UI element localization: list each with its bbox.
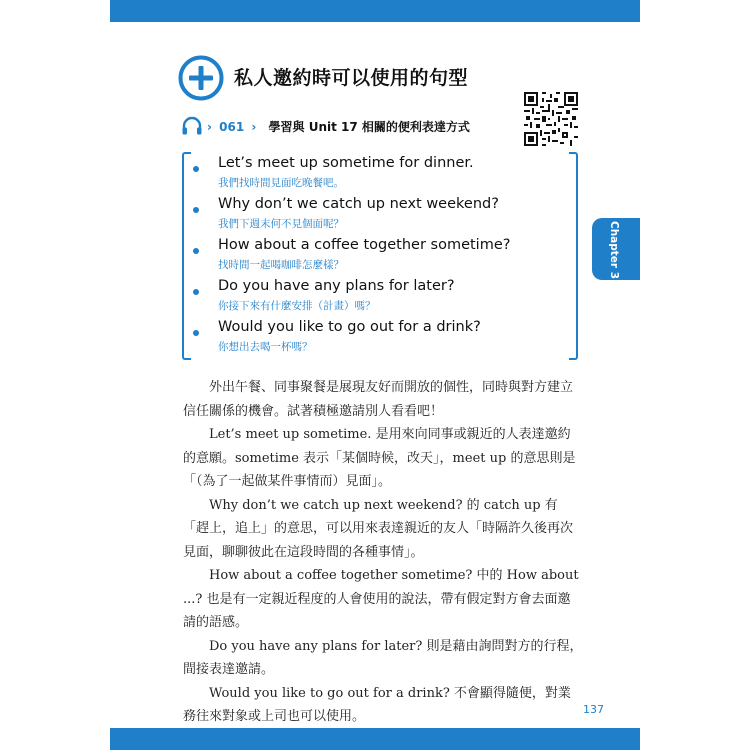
bullet-icon xyxy=(193,289,199,295)
phrase-chinese: 你接下來有什麼安排（計畫）嗎？ xyxy=(218,300,376,312)
phrase-item xyxy=(190,195,570,236)
explanation-text xyxy=(183,376,583,729)
track-number: 061 xyxy=(219,120,245,134)
bullet-icon xyxy=(193,207,199,213)
phrase-chinese: 找時間一起喝咖啡怎麼樣？ xyxy=(218,259,344,271)
chapter-tab-label: Chapter 3 xyxy=(608,221,620,280)
plus-circle-icon xyxy=(178,55,224,101)
top-color-bar xyxy=(110,0,640,22)
phrase-english: How about a coffee together sometime? xyxy=(218,237,511,253)
body-paragraph: 外出午餐、同事聚餐是展現友好而開放的個性，同時與對方建立信任關係的機會。試著積極邀請別人看看吧！ xyxy=(183,380,574,419)
phrase-english: Let’s meet up sometime for dinner. xyxy=(218,155,474,171)
phrase-item xyxy=(190,318,570,359)
track-subtitle: 學習與 Unit 17 相關的便利表達方式 xyxy=(268,120,470,134)
body-paragraph: Why don’t we catch up next weekend? 的 catch up 有「趕上，追上」的意思，可以用來表達親近的友人「時隔許久後再次見面，聊聊彼此在這段時間的各種事情」。 xyxy=(183,497,574,560)
section-title: 私人邀約時可以使用的句型 xyxy=(234,67,469,89)
bullet-icon xyxy=(193,330,199,336)
chevron-right-icon: › xyxy=(251,120,257,134)
phrase-chinese: 我們下週末何不見個面呢？ xyxy=(218,218,344,230)
body-paragraph: Let’s meet up sometime. 是用來向同事或親近的人表達邀約的意願。sometime 表示「某個時候，改天」，meet up 的意思則是「（為了一起做某件事情而）見面」。 xyxy=(183,427,576,489)
chevron-right-icon: › xyxy=(207,120,212,134)
body-paragraph: Would you like to go out for a drink? 不會顯得隨便，對業務往來對象或上司也可以使用。 xyxy=(183,685,571,724)
audio-track-line xyxy=(207,118,470,135)
bottom-color-bar xyxy=(110,728,640,750)
phrase-item xyxy=(190,277,570,318)
phrase-english: Would you like to go out for a drink? xyxy=(218,319,481,335)
body-paragraph: How about a coffee together sometime? 中的 How about ...? 也是有一定親近程度的人會使用的說法，帶有假定對方會去面邀請的語感。 xyxy=(183,568,579,630)
qr-code-icon[interactable] xyxy=(524,92,578,146)
phrase-list xyxy=(190,154,570,359)
phrase-item xyxy=(190,154,570,195)
phrase-english: Do you have any plans for later? xyxy=(218,278,455,294)
headphone-icon[interactable] xyxy=(181,115,203,137)
phrase-box-right-bracket xyxy=(569,152,578,360)
page-number: 137 xyxy=(583,703,604,716)
phrase-chinese: 我們找時間見面吃晚餐吧。 xyxy=(218,177,344,189)
bullet-icon xyxy=(193,248,199,254)
phrase-english: Why don’t we catch up next weekend? xyxy=(218,196,499,212)
body-paragraph: Do you have any plans for later? 則是藉由詢問對方的行程，間接表達邀請。 xyxy=(183,638,583,677)
bullet-icon xyxy=(193,166,199,172)
phrase-item xyxy=(190,236,570,277)
phrase-chinese: 你想出去喝一杯嗎？ xyxy=(218,341,313,353)
